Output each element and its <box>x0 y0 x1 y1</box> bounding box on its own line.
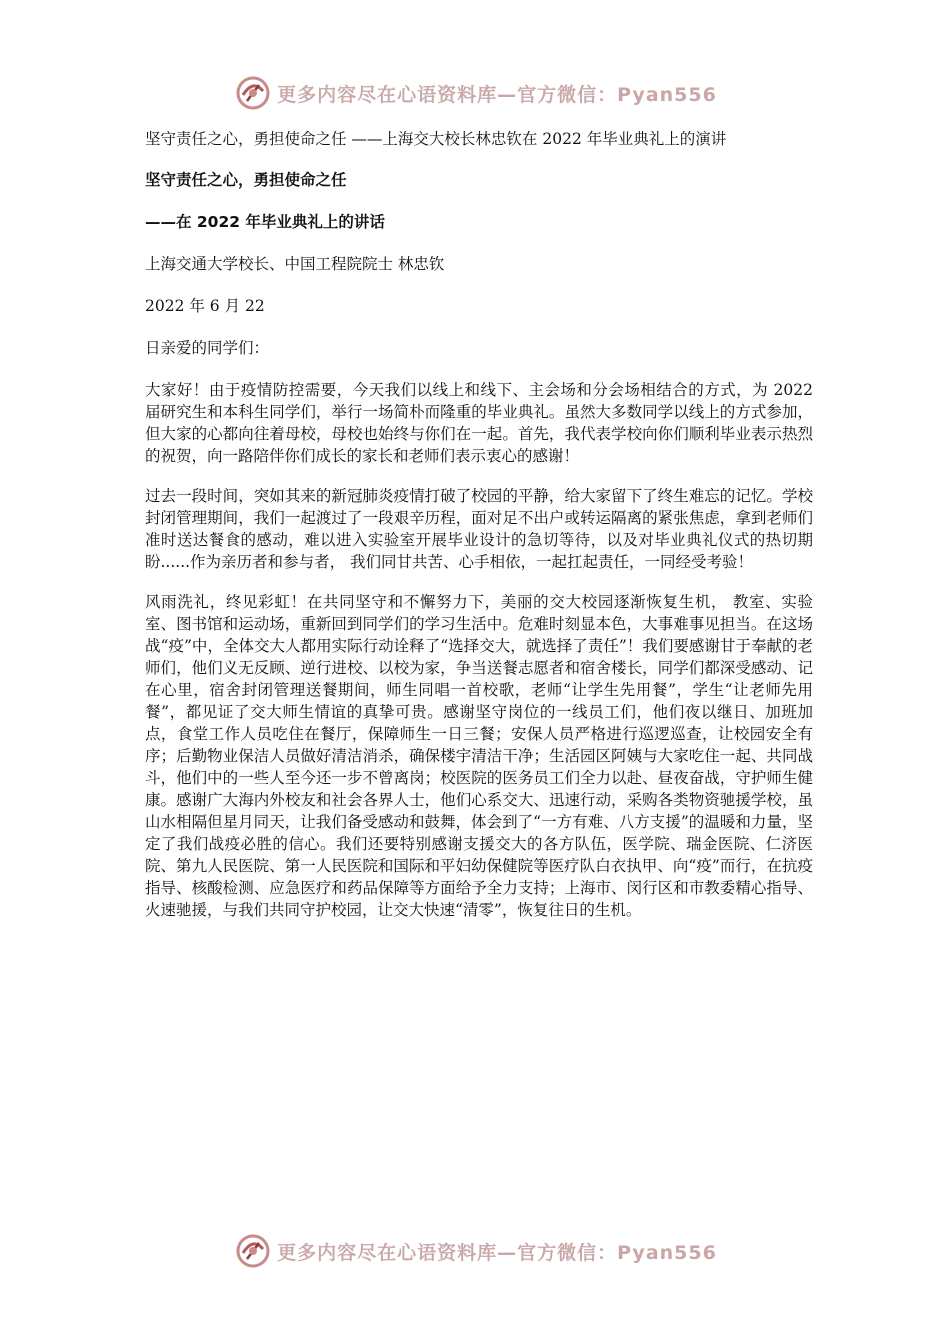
document-body <box>145 128 813 939</box>
watermark-footer <box>0 1228 950 1274</box>
watermark-text: 更多内容尽在心语资料库—官方微信：Pyan556 <box>277 1241 717 1264</box>
speech-subheading: ——在 2022 年毕业典礼上的讲话 <box>145 213 385 231</box>
watermark-text: 更多内容尽在心语资料库—官方微信：Pyan556 <box>277 83 717 106</box>
author-line: 上海交通大学校长、中国工程院院士 林忠钦 <box>145 255 445 273</box>
watermark-header <box>0 70 950 116</box>
greeting-line: 日亲爱的同学们： <box>145 339 270 357</box>
document-title: 坚守责任之心，勇担使命之任 ——上海交大校长林忠钦在 2022 年毕业典礼上的演讲 <box>145 130 727 148</box>
paragraph: 大家好！由于疫情防控需要，今天我们以线上和线下、主会场和分会场相结合的方式，为 2022 届研究生和本科生同学们，举行一场简朴而隆重的毕业典礼。虽然大多数同学以线上的方式参加，但大家的心都向往着母校，母校也始终与你们在一起。首先，我代表学校向你们顺利毕业表示热烈的祝贺，向一路陪伴你们成长的家长和老师们表示衷心的感谢！ <box>145 381 813 465</box>
date-line: 2022 年 6 月 22 <box>145 297 265 315</box>
seal-logo-icon <box>233 1231 273 1271</box>
paragraph: 过去一段时间，突如其来的新冠肺炎疫情打破了校园的平静，给大家留下了终生难忘的记忆。学校封闭管理期间，我们一起渡过了一段艰辛历程，面对足不出户或转运隔离的紧张焦虑，拿到老师们准时送达餐食的感动，难以进入实验室开展毕业设计的急切等待，以及对毕业典礼仪式的热切期盼......作为亲历者和参与者， 我们同甘共苦、心手相依，一起扛起责任，一同经受考验！ <box>145 487 813 571</box>
seal-logo-icon <box>233 73 273 113</box>
paragraph: 风雨洗礼，终见彩虹！在共同坚守和不懈努力下，美丽的交大校园逐渐恢复生机， 教室、实验室、图书馆和运动场，重新回到同学们的学习生活中。危难时刻显本色，大事难事见担当。在这场战“疫”中，全体交大人都用实际行动诠释了“选择交大，就选择了责任”！我们要感谢甘于奉献的老师们，他们义无反顾、逆行进校、以校为家，争当送餐志愿者和宿舍楼长，同学们都深受感动、记在心里，宿舍封闭管理送餐期间，师生同唱一首校歌，老师“让学生先用餐”，学生“让老师先用餐”，都见证了交大师生情谊的真挚可贵。感谢坚守岗位的一线员工们，他们夜以继日、加班加点，食堂工作人员吃住在餐厅，保障师生一日三餐；安保人员严格进行巡逻巡查，让校园安全有序；后勤物业保洁人员做好清洁消杀，确保楼宇清洁干净；生活园区阿姨与大家吃住一起、共同战斗，他们中的一些人至今还一步不曾离岗；校医院的医务员工们全力以赴、昼夜奋战，守护师生健康。感谢广大海内外校友和社会各界人士，他们心系交大、迅速行动，采购各类物资驰援学校，虽山水相隔但星月同天，让我们备受感动和鼓舞，体会到了“一方有难、八方支援”的温暖和力量，坚定了我们战疫必胜的信心。我们还要特别感谢支援交大的各方队伍，医学院、瑞金医院、仁济医院、第九人民医院、第一人民医院和国际和平妇幼保健院等医疗队白衣执甲、向“疫”而行，在抗疫指导、核酸检测、应急医疗和药品保障等方面给予全力支持；上海市、闵行区和市教委精心指导、火速驰援，与我们共同守护校园，让交大快速“清零”，恢复往日的生机。 <box>145 593 813 919</box>
speech-heading: 坚守责任之心，勇担使命之任 <box>145 171 347 189</box>
